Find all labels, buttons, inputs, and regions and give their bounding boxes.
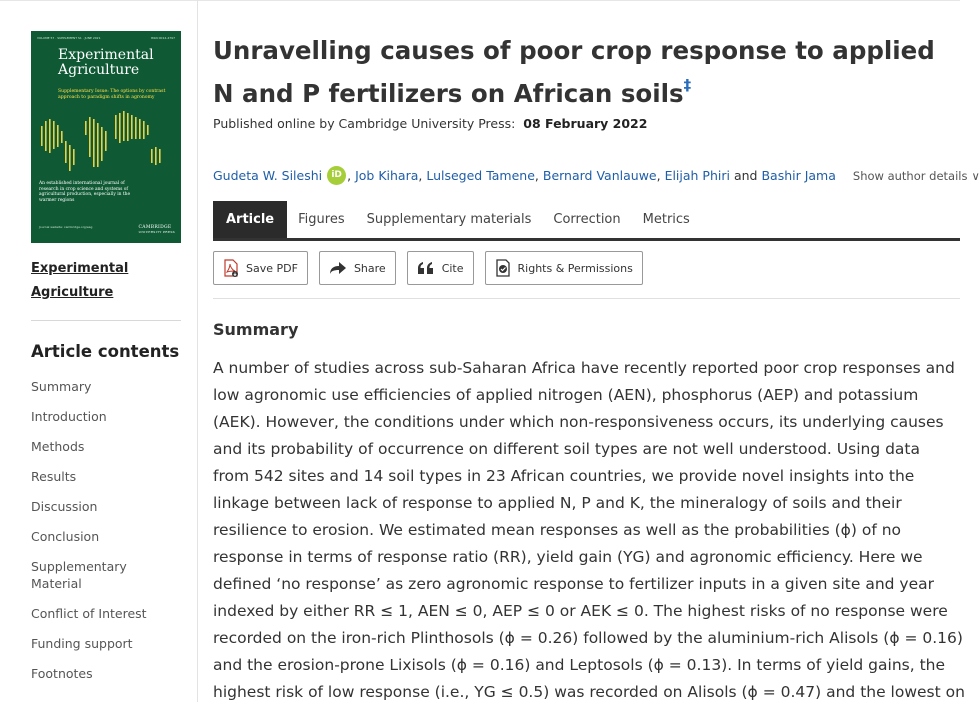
author-link[interactable]: Job Kihara [355,168,419,183]
rights-label: Rights & Permissions [517,261,633,275]
sidebar [0,0,198,702]
author-separator: and [729,168,762,183]
cover-description: An established international journal of research in crop science and systems of agricultural production, especially in the warmer regions [39,181,131,203]
toc-item[interactable]: Supplementary Material [31,559,127,591]
toc-item[interactable]: Introduction [31,409,107,424]
summary-line: from 542 sites and 14 soil types in 23 African countries, we provide novel insights into the [213,467,915,485]
share-label: Share [353,261,386,275]
cover-volume: VOLUME 57 · SUPPLEMENT S1 · JUNE 2021 [37,36,101,40]
toc-item[interactable]: Conclusion [31,529,100,544]
article-contents-title: Article contents [31,342,180,361]
author-separator: , [347,168,356,183]
journal-name-link[interactable] [31,257,171,305]
cite-button[interactable] [407,251,474,285]
published-label: Published online by Cambridge University Press: [213,116,516,131]
published-date: 08 February 2022 [523,116,648,131]
toc-item[interactable]: Discussion [31,499,98,514]
article-tabs [213,201,960,241]
tab-metrics[interactable]: Metrics [642,212,690,227]
save-pdf-button[interactable] [213,251,308,285]
article-title-text: Unravelling causes of poor crop response to applied N and P fertilizers on African soils [213,36,935,108]
author-list [213,166,980,185]
article-main [213,0,980,702]
summary-line: and the erosion-prone Lixisols (ϕ = 0.16) and Leptosols (ϕ = 0.13). In terms of yield gains, the [213,656,946,674]
cite-label: Cite [441,261,464,275]
sidebar-divider [31,320,181,321]
summary-line: recorded on the iron-rich Plinthosols (ϕ = 0.26) followed by the aluminium-rich Alisols (ϕ = 0.16) [213,629,963,647]
chevron-down-icon: ∨ [971,168,980,183]
tab-correction[interactable]: Correction [553,212,621,227]
tab-supplementary-materials[interactable]: Supplementary materials [366,212,532,227]
show-author-details-toggle[interactable] [853,169,980,183]
cover-subtitle: Supplementary Issue: The options by contrast approach to paradigm shifts in agronomy [58,89,166,100]
summary-line: highest risk of low response (i.e., YG ≤ 0.5) was recorded on Alisols (ϕ = 0.47) and the lowest on [213,683,965,701]
summary-heading: Summary [213,320,299,339]
summary-line: (AEK). However, the conditions under which non-responsiveness occurs, its underlying causes [213,413,944,431]
toc-item[interactable]: Funding support [31,636,133,651]
author-separator: , [534,168,543,183]
journal-cover[interactable] [31,31,181,243]
show-author-details-label: Show author details [852,168,968,183]
orcid-icon[interactable]: iD [327,166,346,185]
cover-top-strip [37,36,175,40]
title-footnote-mark[interactable]: ‡ [683,76,692,94]
cover-title-line2: Agriculture [58,62,140,78]
published-line [213,116,647,131]
cover-publisher [139,225,175,234]
cover-issn: ISSN 0014-4797 [150,36,175,40]
share-button[interactable] [319,251,396,285]
rights-permissions-button[interactable] [485,251,643,285]
summary-text [213,355,965,706]
author-link[interactable]: Gudeta W. Sileshi [213,168,323,183]
summary-line: response in terms of response ratio (RR), yield gain (YG) and agronomic efficiency. Here we [213,548,923,566]
cover-footer: Journal website: cambridge.org/eag [39,225,93,229]
journal-name-line2: Agriculture [31,285,114,300]
cover-title [58,48,154,78]
tab-figures[interactable]: Figures [298,212,345,227]
cover-publisher-sub: UNIVERSITY PRESS [138,230,175,234]
summary-line: linkage between lack of response to applied N, P and K, the mineralogy of soils and their [213,494,902,512]
author-link[interactable]: Lulseged Tamene [426,168,535,183]
summary-line: defined ‘no response’ as zero agronomic response to fertilizer inputs in a given site and year [213,575,935,593]
toc-item[interactable]: Summary [31,379,92,394]
toc-item[interactable]: Conflict of Interest [31,606,147,621]
article-contents-list [31,378,171,695]
summary-line: indexed by either RR ≤ 1, AEN ≤ 0, AEP ≤ 0 or AEK ≤ 0. The highest risks of no response were [213,602,948,620]
summary-line: and its probability of occurrence on different soil types are not well understood. Using data [213,440,921,458]
toolbar-divider [213,298,960,299]
summary-line: A number of studies across sub-Saharan Africa have recently reported poor crop responses and [213,359,955,377]
author-link[interactable]: Bashir Jama [761,168,836,183]
pdf-icon [223,259,239,277]
journal-name-line1: Experimental [31,261,129,276]
save-pdf-label: Save PDF [246,261,298,275]
cover-title-line1: Experimental [58,47,154,63]
toc-item[interactable]: Methods [31,439,85,454]
permissions-document-icon [495,259,511,277]
author-link[interactable]: Bernard Vanlauwe [542,168,657,183]
article-toolbar [213,251,643,285]
summary-line: low agronomic use efficiencies of applied nitrogen (AEN), phosphorus (AEP) and potassium [213,386,919,404]
author-separator: , [656,168,665,183]
tab-article[interactable]: Article [213,201,287,238]
article-title [213,34,958,111]
share-arrow-icon [329,261,347,275]
author-link[interactable]: Elijah Phiri [664,168,730,183]
author-separator: , [418,168,427,183]
toc-item[interactable]: Footnotes [31,666,93,681]
toc-item[interactable]: Results [31,469,77,484]
cover-publisher-name: CAMBRIDGE [138,225,172,230]
summary-line: resilience to erosion. We estimated mean responses as well as the probabilities (ϕ) of no [213,521,902,539]
quote-icon [417,262,435,274]
